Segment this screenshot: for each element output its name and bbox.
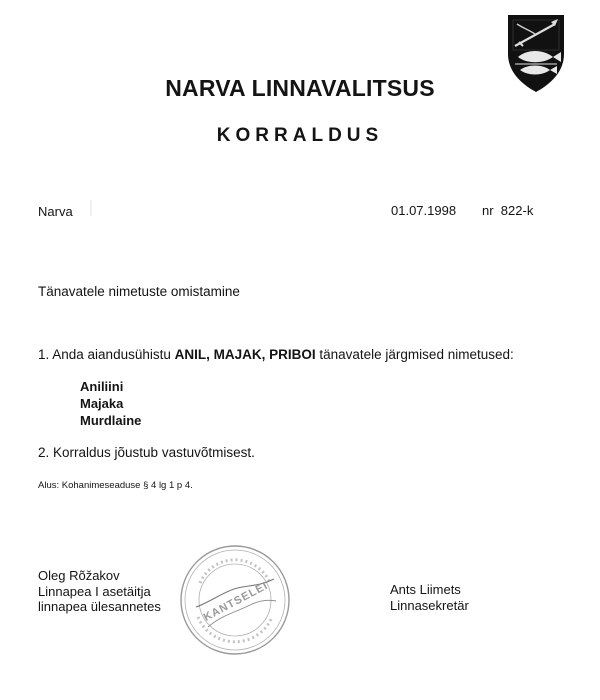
document-date: 01.07.1998 [391, 203, 457, 218]
signer-name: Ants Liimets [390, 582, 461, 597]
street-name: Aniliini [80, 379, 124, 394]
document-subject: Tänavatele nimetuste omistamine [38, 284, 240, 299]
signer-title: Linnapea I asetäitja [38, 583, 151, 599]
document-number [482, 203, 533, 218]
street-names-list [80, 378, 141, 429]
legal-basis: Alus: Kohanimeseaduse § 4 lg 1 p 4. [38, 480, 193, 491]
street-name: Murdlaine [80, 413, 142, 428]
signer-title: linnapea ülesannetes [38, 599, 161, 614]
institution-heading: NARVA LINNAVALITSUS [165, 75, 435, 101]
stamp-text: KANTSELEI [201, 579, 271, 624]
document-type-heading: KORRALDUS [216, 125, 384, 146]
decision-item-1 [38, 347, 514, 362]
office-stamp [178, 543, 292, 657]
signer-name: Oleg Rõžakov [38, 568, 120, 583]
item1-suffix: tänavatele järgmised nimetused: [315, 347, 514, 362]
item1-cooperatives: ANIL, MAJAK, PRIBOI [174, 347, 316, 362]
item1-prefix: 1. Anda aiandusühistu [38, 347, 175, 362]
scan-artifact [90, 200, 92, 216]
signature-block-right [390, 582, 469, 613]
decision-item-2: 2. Korraldus jõustub vastuvõtmisest. [38, 445, 255, 460]
signature-block-left [38, 568, 161, 615]
number-value: 822-k [500, 203, 534, 218]
street-name: Majaka [80, 396, 124, 411]
document-place: Narva [38, 204, 73, 219]
signer-title: Linnasekretär [390, 597, 469, 613]
number-label: nr [482, 203, 494, 218]
